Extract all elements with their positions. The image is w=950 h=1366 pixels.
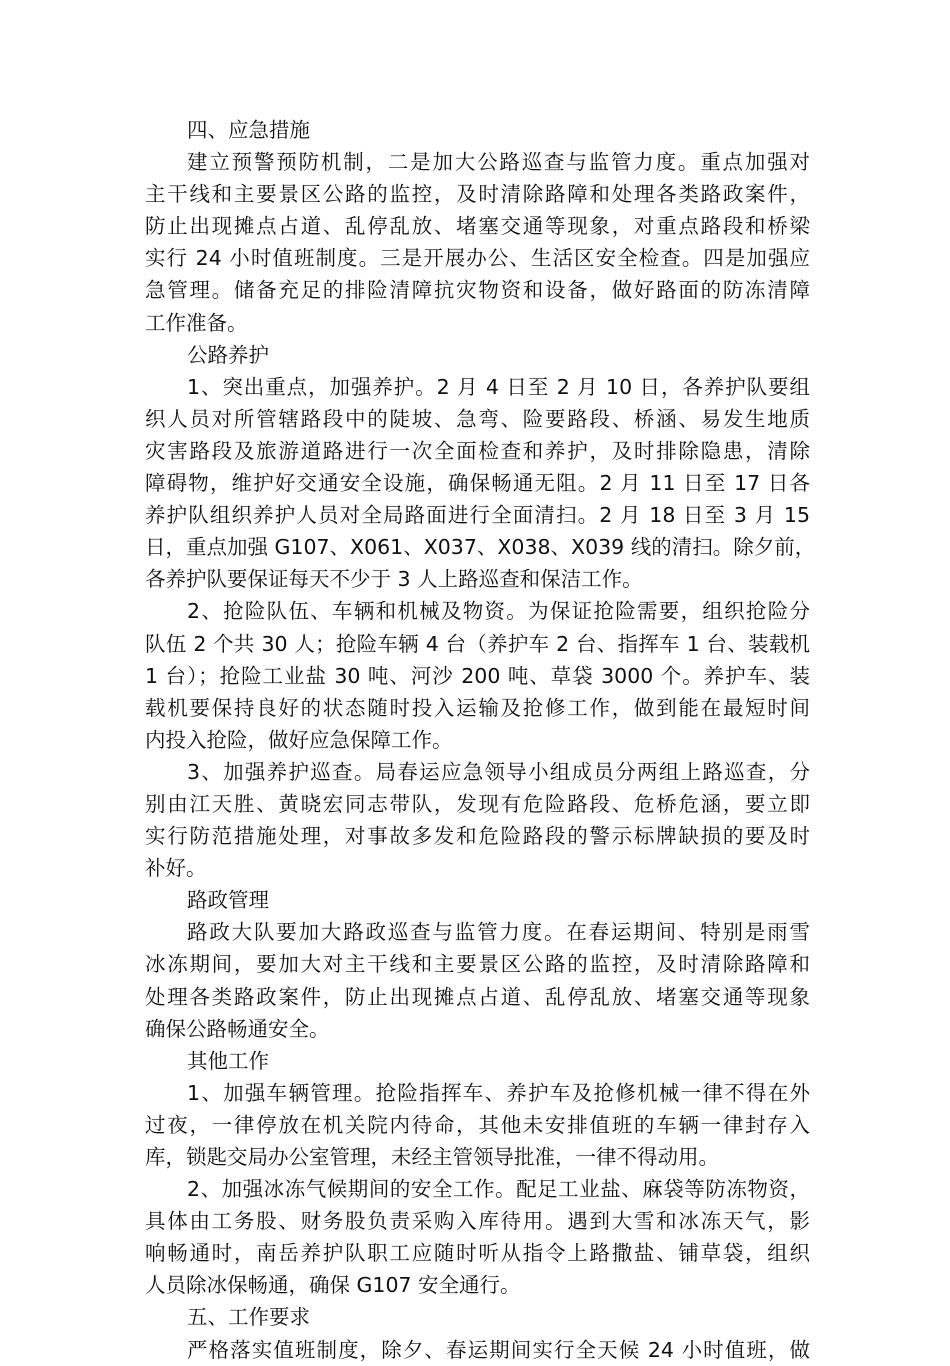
text-line: 养护队组织养护人员对全局路面进行全面清扫。2 月 18 日至 3 月 15 xyxy=(145,503,810,528)
text-line: 障碍物，维护好交通安全设施，确保畅通无阻。2 月 11 日至 17 日各 xyxy=(145,471,810,496)
document-body xyxy=(145,114,816,1366)
text-line: 1、突出重点，加强养护。2 月 4 日至 2 月 10 日，各养护队要组 xyxy=(187,374,810,399)
text-line: 3、加强养护巡查。局春运应急领导小组成员分两组上路巡查，分 xyxy=(187,759,810,784)
text-line: 补好。 xyxy=(145,856,207,881)
text-line: 实行 24 小时值班制度。三是开展办公、生活区安全检查。四是加强应 xyxy=(145,246,810,271)
text-line: 具体由工务股、财务股负责采购入库待用。遇到大雪和冰冻天气，影 xyxy=(145,1209,810,1234)
text-line: 2、抢险队伍、车辆和机械及物资。为保证抢险需要，组织抢险分 xyxy=(187,599,810,624)
text-line: 1 台）；抢险工业盐 30 吨、河沙 200 吨、草袋 3000 个。养护车、装 xyxy=(145,663,810,688)
text-line: 队伍 2 个共 30 人；抢险车辆 4 台（养护车 2 台、指挥车 1 台、装载机 xyxy=(145,631,810,656)
text-line: 路政大队要加大路政巡查与监管力度。在春运期间、特别是雨雪 xyxy=(187,920,810,945)
text-line: 处理各类路政案件，防止出现摊点占道、乱停乱放、堵塞交通等现象 xyxy=(145,984,810,1009)
section-heading: 其他工作 xyxy=(187,1048,269,1073)
text-line: 急管理。储备充足的排险清障抗灾物资和设备，做好路面的防冻清障 xyxy=(145,278,810,303)
text-line: 响畅通时，南岳养护队职工应随时听从指令上路撒盐、铺草袋，组织 xyxy=(145,1241,810,1266)
text-line: 主干线和主要景区公路的监控，及时清除路障和处理各类路政案件， xyxy=(145,182,810,207)
text-line: 确保公路畅通安全。 xyxy=(145,1016,330,1041)
text-line: 实行防范措施处理，对事故多发和危险路段的警示标牌缺损的要及时 xyxy=(145,824,810,849)
text-line: 人员除冰保畅通，确保 G107 安全通行。 xyxy=(145,1273,521,1298)
text-line: 载机要保持良好的状态随时投入运输及抢修工作，做到能在最短时间 xyxy=(145,695,810,720)
section-heading: 五、工作要求 xyxy=(187,1305,310,1330)
text-line: 2、加强冰冻气候期间的安全工作。配足工业盐、麻袋等防冻物资， xyxy=(187,1177,810,1202)
text-line: 别由江天胜、黄晓宏同志带队，发现有危险路段、危桥危涵，要立即 xyxy=(145,791,810,816)
text-line: 库，锁匙交局办公室管理，未经主管领导批准，一律不得动用。 xyxy=(145,1145,719,1169)
text-line: 灾害路段及旅游道路进行一次全面检查和养护，及时排除隐患，清除 xyxy=(145,438,810,463)
text-line: 工作准备。 xyxy=(145,310,248,335)
section-heading: 四、应急措施 xyxy=(187,118,310,142)
text-line: 内投入抢险，做好应急保障工作。 xyxy=(145,727,453,752)
text-line: 过夜，一律停放在机关院内待命，其他未安排值班的车辆一律封存入 xyxy=(145,1112,810,1137)
text-line: 日，重点加强 G107、X061、X037、X038、X039 线的清扫。除夕前， xyxy=(145,535,816,560)
text-line: 冰冻期间，要加大对主干线和主要景区公路的监控，及时清除路障和 xyxy=(145,952,810,977)
text-line: 织人员对所管辖路段中的陡坡、急弯、险要路段、桥涵、易发生地质 xyxy=(145,406,810,431)
section-heading: 公路养护 xyxy=(187,342,269,367)
text-line: 防止出现摊点占道、乱停乱放、堵塞交通等现象，对重点路段和桥梁 xyxy=(145,214,810,239)
text-line: 严格落实值班制度，除夕、春运期间实行全天候 24 小时值班，做 xyxy=(187,1337,810,1362)
text-line: 各养护队要保证每天不少于 3 人上路巡查和保洁工作。 xyxy=(145,567,643,592)
text-line: 1、加强车辆管理。抢险指挥车、养护车及抢修机械一律不得在外 xyxy=(187,1080,810,1105)
section-heading: 路政管理 xyxy=(187,888,269,913)
text-line: 建立预警预防机制，二是加大公路巡查与监管力度。重点加强对 xyxy=(187,150,810,175)
